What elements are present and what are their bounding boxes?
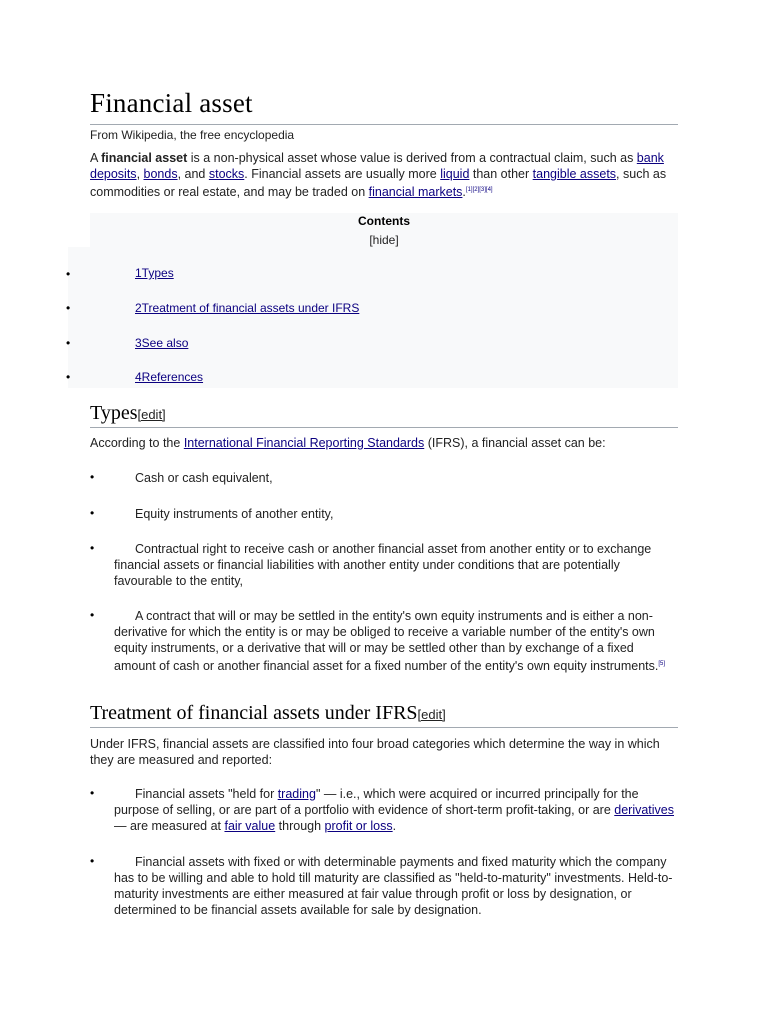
list-item-text: — are measured at — [114, 819, 225, 833]
toc-hide-toggle[interactable]: [hide] — [369, 233, 399, 247]
lead-text: than other — [469, 167, 533, 181]
bullet-icon: • — [90, 786, 95, 800]
bullet-icon: • — [66, 301, 71, 315]
link-financial-markets[interactable]: financial markets — [368, 185, 463, 200]
bullet-icon: • — [66, 370, 71, 384]
edit-link-types[interactable]: [edit] — [137, 407, 166, 422]
lead-text: . — [462, 185, 466, 200]
toc-title: Contents — [358, 214, 410, 228]
link-tangible-assets[interactable]: tangible assets — [532, 167, 617, 181]
link-ifrs[interactable]: International Financial Reporting Standards — [183, 436, 425, 450]
list-item — [114, 506, 678, 522]
list-item-text: . — [392, 819, 397, 833]
section-title: Treatment of financial assets under IFRS — [90, 702, 418, 724]
toc-item-see-also[interactable]: 3See also — [135, 336, 189, 350]
toc-item-ifrs[interactable]: 2Treatment of financial assets under IFRS — [135, 301, 360, 315]
reference-5[interactable]: [5] — [658, 661, 666, 667]
link-derivatives[interactable]: derivatives — [614, 803, 674, 817]
bullet-icon: • — [90, 470, 95, 484]
link-liquid[interactable]: liquid — [440, 167, 470, 181]
title-divider — [90, 124, 678, 125]
intro-text: According to the — [90, 436, 184, 450]
table-of-contents — [66, 213, 678, 388]
list-item — [114, 854, 678, 918]
toc-item-types[interactable]: 1Types — [135, 266, 174, 280]
list-item-text: A contract that will or may be settled in the entity's own equity instruments and is either a non-derivative for which the entity is or may be obliged to receive a variable number of the entity's own equity instruments, or a derivative that will or may be settled other than by exchange of a fixed amount of cash or another financial asset for a fixed number of the entity's own equity instruments. — [114, 609, 659, 674]
list-item-text: Financial assets "held for — [135, 787, 278, 801]
lead-text: A — [90, 151, 102, 165]
section-divider — [90, 427, 678, 428]
lead-text: . Financial assets are usually more — [244, 167, 441, 181]
toc-background-extension — [68, 247, 90, 388]
bullet-icon: • — [66, 267, 71, 281]
section-heading-ifrs — [90, 702, 446, 725]
lead-text: , and — [177, 167, 209, 181]
link-profit-or-loss[interactable]: profit or loss — [324, 819, 393, 833]
bullet-icon: • — [90, 506, 95, 520]
lead-paragraph — [90, 150, 678, 200]
bullet-icon: • — [90, 608, 95, 622]
types-intro — [90, 435, 678, 451]
list-item-text: Cash or cash equivalent, — [135, 471, 273, 485]
intro-text: (IFRS), a financial asset can be: — [424, 436, 606, 450]
list-item — [114, 470, 678, 486]
link-fair-value[interactable]: fair value — [224, 819, 276, 833]
bullet-icon: • — [66, 336, 71, 350]
link-trading[interactable]: trading — [277, 787, 316, 801]
list-item — [114, 541, 678, 589]
bullet-icon: • — [90, 541, 95, 555]
page-title: Financial asset — [90, 88, 253, 118]
list-item-text: Contractual right to receive cash or another financial asset from another entity or to exchange financial assets or financial liabilities with another entity under conditions that are potentially favourable to the entity, — [114, 542, 652, 588]
lead-references[interactable]: [1][2][3][4] — [465, 187, 493, 193]
list-item — [114, 608, 678, 674]
link-stocks[interactable]: stocks — [208, 167, 245, 181]
list-item-text: Equity instruments of another entity, — [135, 507, 334, 521]
lead-bold-term: financial asset — [101, 151, 188, 165]
link-bonds[interactable]: bonds — [143, 167, 178, 181]
site-tagline: From Wikipedia, the free encyclopedia — [90, 128, 295, 142]
edit-link-ifrs[interactable]: [edit] — [417, 707, 446, 722]
list-item — [114, 786, 678, 834]
section-heading-types — [90, 402, 166, 425]
lead-text: , — [136, 167, 144, 181]
section-divider — [90, 727, 678, 728]
lead-text: is a non-physical asset whose value is derived from a contractual claim, such as — [187, 151, 637, 165]
list-item-text: " — i.e., which were acquired or incurred principally for the purpose of selling, or are part of a portfolio with evidence of short-term profit-taking, or are — [114, 787, 639, 817]
bullet-icon: • — [90, 854, 95, 868]
section-title: Types — [90, 402, 138, 424]
ifrs-intro: Under IFRS, financial assets are classified into four broad categories which determine the way in which they are measured and reported: — [90, 737, 660, 767]
link-bank-deposits[interactable]: bank deposits — [90, 151, 664, 181]
lead-text: , such as commodities or real estate, and may be traded on — [90, 167, 667, 200]
list-item-text: through — [275, 819, 325, 833]
toc-item-references[interactable]: 4References — [135, 370, 204, 384]
list-item-text: Financial assets with fixed or with determinable payments and fixed maturity which the company has to be willing and able to hold till maturity are classified as "held-to-maturity" investments. Held-to-maturity investments are either measured at fair value through profit or loss by designation, or determined to be financial assets available for sale by designation. — [114, 855, 673, 917]
